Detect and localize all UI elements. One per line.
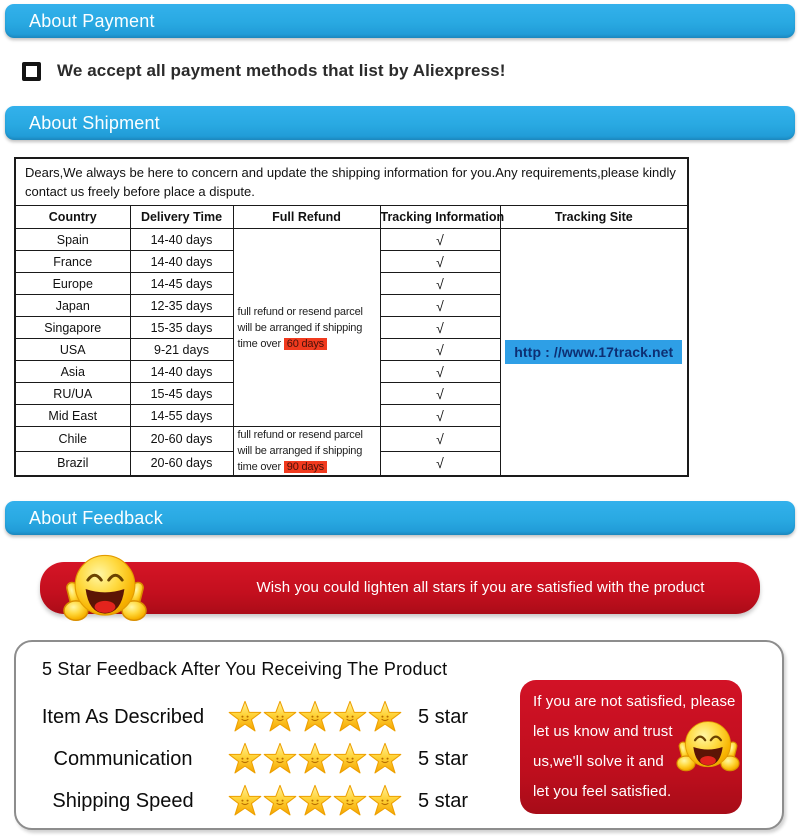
country-cell: Brazil xyxy=(15,451,130,476)
country-cell: RU/UA xyxy=(15,383,130,405)
star-icon xyxy=(333,700,367,734)
refund-policy-90-cell xyxy=(233,427,380,477)
feedback-box-title: 5 Star Feedback After You Receiving The Product xyxy=(42,659,448,679)
section-header-shipment xyxy=(5,106,795,140)
delivery-cell: 14-40 days xyxy=(130,361,233,383)
delivery-cell: 15-35 days xyxy=(130,317,233,339)
satisfaction-promise-box xyxy=(520,680,742,814)
section-title-payment: About Payment xyxy=(29,11,155,31)
delivery-cell: 15-45 days xyxy=(130,383,233,405)
rating-label: Item As Described xyxy=(41,705,205,728)
tracking-check: √ xyxy=(380,361,500,383)
laughing-thumbs-up-emoji-icon xyxy=(60,548,150,630)
country-cell: Japan xyxy=(15,295,130,317)
star-icon xyxy=(263,700,297,734)
rating-value: 5 star xyxy=(418,747,469,770)
star-icon xyxy=(228,784,262,818)
tracking-site-cell xyxy=(500,229,688,477)
section-header-payment xyxy=(5,4,795,38)
banner-text: Wish you could lighten all stars if you are satisfied with the product xyxy=(256,579,705,596)
tracking-check: √ xyxy=(380,451,500,476)
col-header-tracking-information: Tracking Information xyxy=(380,206,500,229)
rating-row-communication xyxy=(30,740,468,778)
delivery-cell: 14-55 days xyxy=(130,405,233,427)
star-icon xyxy=(368,700,402,734)
tracking-check: √ xyxy=(380,405,500,427)
star-rating xyxy=(228,700,402,734)
delivery-cell: 14-40 days xyxy=(130,251,233,273)
promise-line: let us know and trust xyxy=(533,723,673,740)
feedback-banner xyxy=(40,562,760,614)
star-icon xyxy=(298,742,332,776)
col-header-country: Country xyxy=(15,206,130,229)
star-icon xyxy=(333,784,367,818)
star-icon xyxy=(263,742,297,776)
promise-line: If you are not satisfied, please xyxy=(533,693,736,710)
delivery-cell: 14-45 days xyxy=(130,273,233,295)
refund-highlight-60: 60 days xyxy=(284,338,327,350)
refund-text: full refund or resend parcel will be arranged if shipping time over xyxy=(237,429,363,473)
star-rating xyxy=(228,784,402,818)
country-cell: Singapore xyxy=(15,317,130,339)
delivery-cell: 20-60 days xyxy=(130,427,233,452)
refund-policy-60-cell xyxy=(233,229,380,427)
tracking-check: √ xyxy=(380,317,500,339)
rating-row-item-as-described xyxy=(30,698,468,736)
rating-value: 5 star xyxy=(418,789,469,812)
tracking-check: √ xyxy=(380,273,500,295)
star-icon xyxy=(263,784,297,818)
five-star-feedback-box xyxy=(14,640,784,830)
star-rating xyxy=(228,742,402,776)
checkbox-icon xyxy=(22,62,41,81)
delivery-cell: 9-21 days xyxy=(130,339,233,361)
star-icon xyxy=(228,700,262,734)
country-cell: Mid East xyxy=(15,405,130,427)
star-icon xyxy=(333,742,367,776)
rating-label: Communication xyxy=(53,747,193,770)
tracking-check: √ xyxy=(380,295,500,317)
payment-note-text: We accept all payment methods that list by Aliexpress! xyxy=(57,61,506,80)
refund-text: full refund or resend parcel will be arranged if shipping time over xyxy=(237,305,363,350)
table-header-row xyxy=(15,206,688,229)
country-cell: Spain xyxy=(15,229,130,251)
table-intro-row xyxy=(15,158,688,206)
star-icon xyxy=(228,742,262,776)
country-cell: France xyxy=(15,251,130,273)
col-header-full-refund: Full Refund xyxy=(233,206,380,229)
country-cell: Europe xyxy=(15,273,130,295)
section-title-feedback: About Feedback xyxy=(29,508,163,528)
table-intro-text: Dears,We always be here to concern and update the shipping information for you.Any requirements,please kindly contact us freely before place a dispute. xyxy=(15,158,688,206)
star-icon xyxy=(368,742,402,776)
rating-row-shipping-speed xyxy=(30,782,468,820)
star-icon xyxy=(298,784,332,818)
tracking-check: √ xyxy=(380,339,500,361)
col-header-tracking-site: Tracking Site xyxy=(500,206,688,229)
col-header-delivery-time: Delivery Time xyxy=(130,206,233,229)
refund-highlight-90: 90 days xyxy=(284,461,327,473)
delivery-cell: 14-40 days xyxy=(130,229,233,251)
promise-line: us,we'll solve it and xyxy=(533,753,664,770)
tracking-site-link[interactable]: http : //www.17track.net xyxy=(505,340,682,364)
star-icon xyxy=(298,700,332,734)
tracking-check: √ xyxy=(380,383,500,405)
country-cell: USA xyxy=(15,339,130,361)
rating-label: Shipping Speed xyxy=(52,789,194,812)
star-icon xyxy=(368,784,402,818)
tracking-check: √ xyxy=(380,427,500,452)
shipping-table xyxy=(14,157,689,477)
section-header-feedback xyxy=(5,501,795,535)
tracking-check: √ xyxy=(380,229,500,251)
delivery-cell: 20-60 days xyxy=(130,451,233,476)
country-cell: Asia xyxy=(15,361,130,383)
table-row xyxy=(15,229,688,251)
laughing-thumbs-up-emoji-icon xyxy=(674,716,742,778)
section-title-shipment: About Shipment xyxy=(29,113,160,133)
delivery-cell: 12-35 days xyxy=(130,295,233,317)
country-cell: Chile xyxy=(15,427,130,452)
rating-value: 5 star xyxy=(418,705,469,728)
promise-line: let you feel satisfied. xyxy=(533,783,672,800)
payment-note-row xyxy=(22,61,505,81)
tracking-check: √ xyxy=(380,251,500,273)
